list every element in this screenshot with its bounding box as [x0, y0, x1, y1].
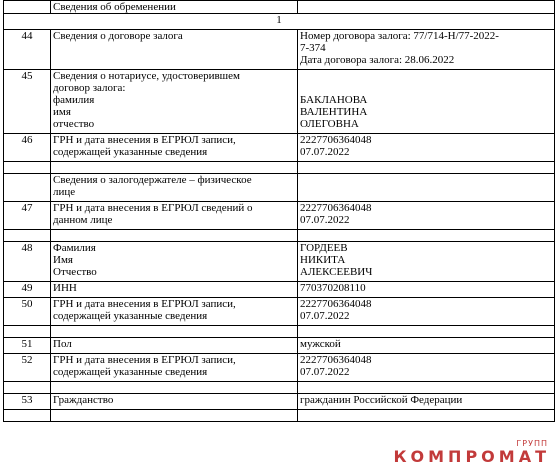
field-value-cell: Номер договора залога: 77/714-Н/77-2022- 7-374 Дата договора залога: 28.06.2022	[298, 30, 555, 70]
table-row	[4, 326, 555, 338]
table-row	[4, 14, 555, 30]
section-number-cell: 1	[4, 14, 555, 30]
field-value-cell: 2227706364048 07.07.2022	[298, 134, 555, 162]
field-label-cell: Сведения о договоре залога	[51, 30, 298, 70]
field-value-cell: мужской	[298, 338, 555, 354]
watermark-logo	[393, 428, 550, 468]
field-value-cell: 770370208110	[298, 282, 555, 298]
table-row	[4, 394, 555, 410]
blank-cell	[298, 162, 555, 174]
row-number-cell: 46	[4, 134, 51, 162]
blank-cell	[298, 326, 555, 338]
egrul-encumbrance-table	[3, 0, 555, 422]
watermark-big-text: КОМПРОМАТ	[393, 447, 550, 466]
field-value-cell: БАКЛАНОВА ВАЛЕНТИНА ОЛЕГОВНА	[298, 70, 555, 134]
field-label-cell: Пол	[51, 338, 298, 354]
blank-cell	[51, 230, 298, 242]
table-row	[4, 30, 555, 70]
table-row	[4, 242, 555, 282]
field-value-cell: 2227706364048 07.07.2022	[298, 298, 555, 326]
value-cell	[298, 1, 555, 14]
row-number-cell: 52	[4, 354, 51, 382]
field-value-cell: ГОРДЕЕВ НИКИТА АЛЕКСЕЕВИЧ	[298, 242, 555, 282]
field-value-cell: 2227706364048 07.07.2022	[298, 354, 555, 382]
blank-cell	[298, 410, 555, 422]
field-label-cell: ГРН и дата внесения в ЕГРЮЛ записи, содержащей указанные сведения	[51, 298, 298, 326]
watermark-small-text: ГРУПП	[516, 439, 548, 448]
table-row	[4, 298, 555, 326]
blank-cell	[4, 410, 51, 422]
field-label-cell: Гражданство	[51, 394, 298, 410]
field-label-cell: Сведения о нотариусе, удостоверившем договор залога: фамилия имя отчество	[51, 70, 298, 134]
table-row	[4, 1, 555, 14]
field-value-cell: гражданин Российской Федерации	[298, 394, 555, 410]
row-number-cell: 50	[4, 298, 51, 326]
table-row	[4, 134, 555, 162]
table-row	[4, 410, 555, 422]
table-row	[4, 230, 555, 242]
row-number-cell: 44	[4, 30, 51, 70]
table-row	[4, 282, 555, 298]
field-label-cell: Фамилия Имя Отчество	[51, 242, 298, 282]
field-label-cell: ИНН	[51, 282, 298, 298]
blank-cell	[51, 326, 298, 338]
row-number-cell	[4, 1, 51, 14]
field-label-cell: ГРН и дата внесения в ЕГРЮЛ записи, содержащей указанные сведения	[51, 134, 298, 162]
blank-cell	[298, 230, 555, 242]
row-number-cell: 49	[4, 282, 51, 298]
row-number-cell: 47	[4, 202, 51, 230]
row-number-cell: 51	[4, 338, 51, 354]
field-label-cell: ГРН и дата внесения в ЕГРЮЛ записи, содержащей указанные сведения	[51, 354, 298, 382]
field-label-cell: ГРН и дата внесения в ЕГРЮЛ сведений о данном лице	[51, 202, 298, 230]
blank-cell	[4, 382, 51, 394]
table-body	[4, 1, 555, 422]
blank-cell	[51, 382, 298, 394]
field-value-cell: 2227706364048 07.07.2022	[298, 202, 555, 230]
row-number-cell: 53	[4, 394, 51, 410]
table-row	[4, 354, 555, 382]
field-value-cell	[298, 174, 555, 202]
table-row	[4, 70, 555, 134]
row-number-cell: 45	[4, 70, 51, 134]
row-number-cell	[4, 174, 51, 202]
blank-cell	[51, 162, 298, 174]
row-number-cell: 48	[4, 242, 51, 282]
blank-cell	[298, 382, 555, 394]
blank-cell	[4, 162, 51, 174]
table-row	[4, 174, 555, 202]
table-row	[4, 338, 555, 354]
field-label-cell: Сведения о залогодержателе – физическое лице	[51, 174, 298, 202]
table-row	[4, 382, 555, 394]
blank-cell	[4, 230, 51, 242]
section-header-cell: Сведения об обременении	[51, 1, 298, 14]
blank-cell	[51, 410, 298, 422]
blank-cell	[4, 326, 51, 338]
table-row	[4, 202, 555, 230]
table-row	[4, 162, 555, 174]
